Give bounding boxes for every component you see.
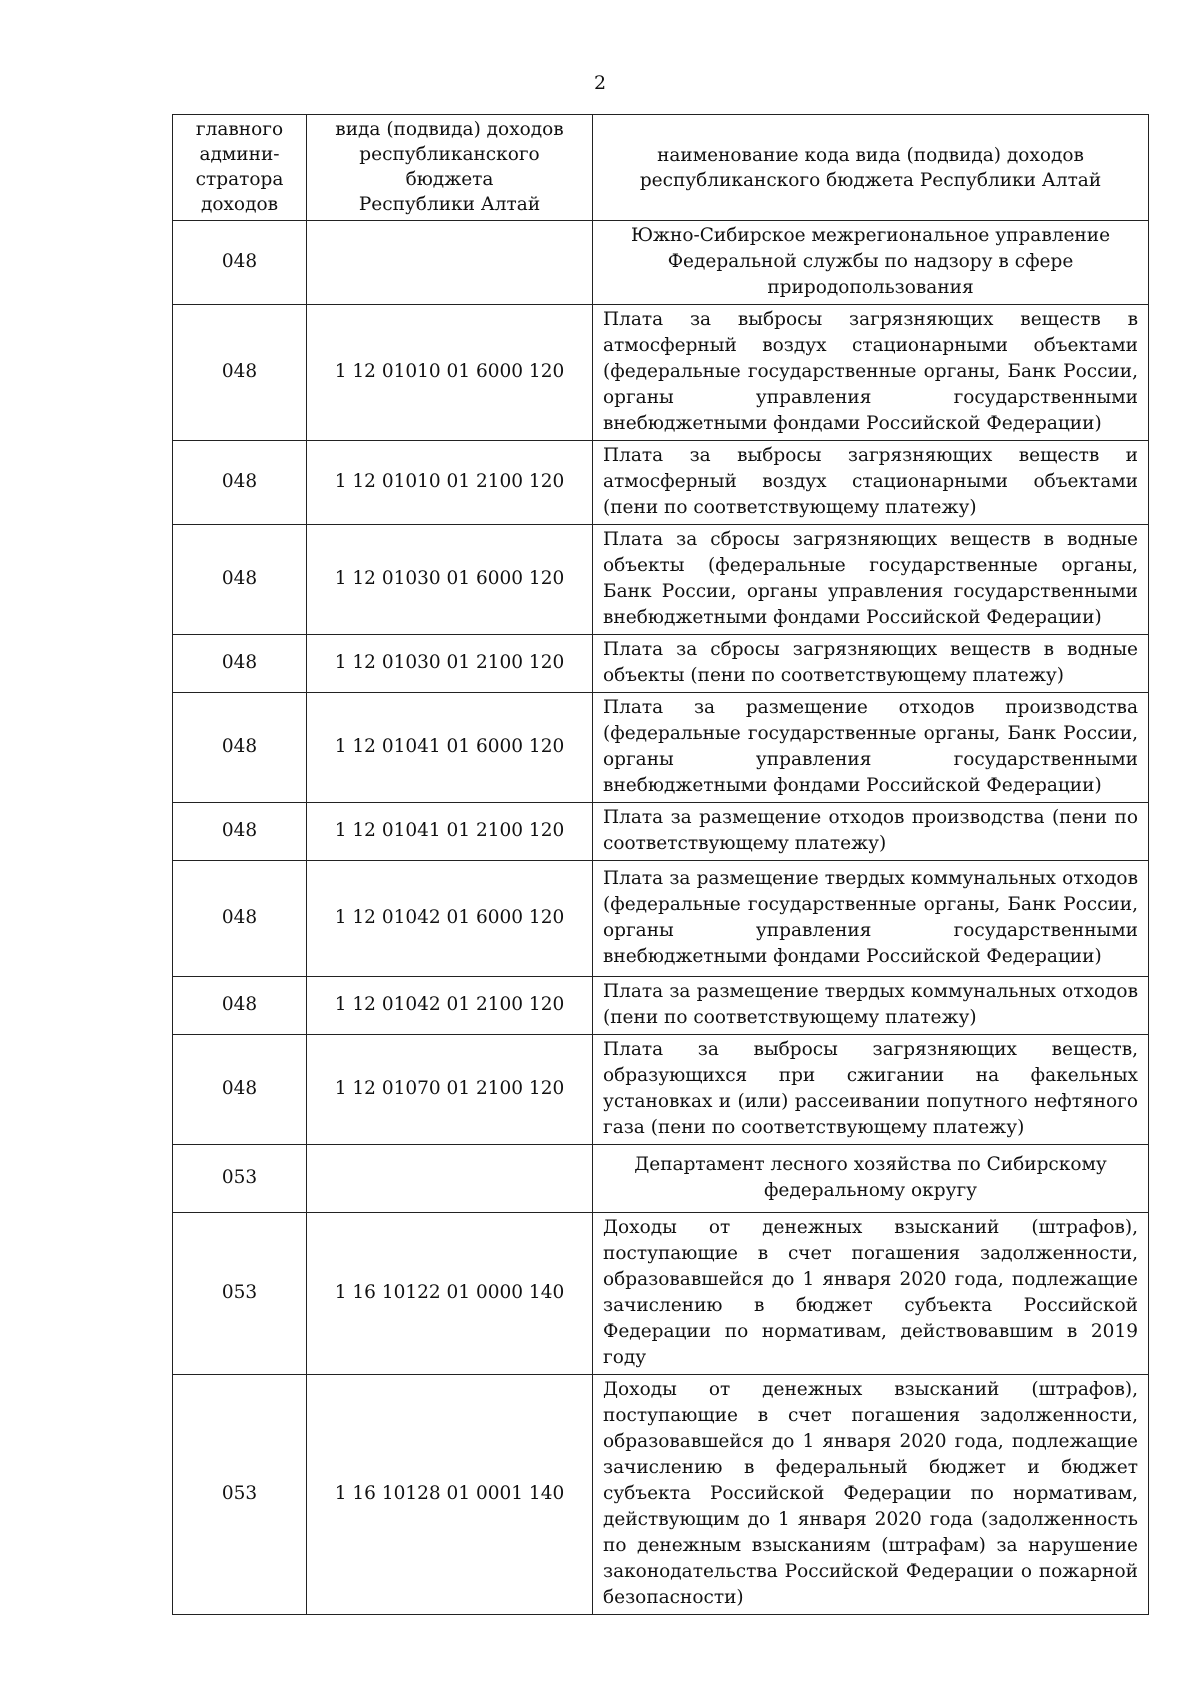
- cell-revenue-name: Плата за выбросы загрязняющих веществ, образующихся при сжигании на факельных установках и (или) рассеивании попутного нефтяного газа (пени по соответствующему платежу): [593, 1035, 1149, 1145]
- header-admin-line: доходов: [200, 194, 279, 215]
- cell-admin-code: 048: [173, 221, 307, 305]
- table-row: [173, 861, 1149, 977]
- cell-revenue-code: 1 12 01041 01 2100 120: [307, 803, 593, 861]
- header-admin-line: админи-: [199, 144, 280, 165]
- cell-revenue-code: 1 16 10122 01 0000 140: [307, 1213, 593, 1375]
- cell-revenue-code: 1 12 01010 01 2100 120: [307, 441, 593, 525]
- cell-revenue-code: 1 12 01042 01 2100 120: [307, 977, 593, 1035]
- table-row: [173, 693, 1149, 803]
- table-row: [173, 441, 1149, 525]
- table-row: [173, 803, 1149, 861]
- header-name: [593, 115, 1149, 221]
- cell-admin-code: 048: [173, 861, 307, 977]
- cell-revenue-name: Плата за выбросы загрязняющих веществ и атмосферный воздух стационарными объектами (пени по соответствующему платежу): [593, 441, 1149, 525]
- cell-admin-code: 053: [173, 1145, 307, 1213]
- cell-revenue-code: 1 12 01041 01 6000 120: [307, 693, 593, 803]
- cell-revenue-code: 1 12 01070 01 2100 120: [307, 1035, 593, 1145]
- table-row: [173, 1035, 1149, 1145]
- cell-admin-code: 053: [173, 1375, 307, 1615]
- header-code-line: вида (подвида) доходов: [335, 119, 564, 140]
- table-row: [173, 977, 1149, 1035]
- table-row: [173, 1375, 1149, 1615]
- table-row-organization: [173, 1145, 1149, 1213]
- table-row: [173, 525, 1149, 635]
- cell-organization-name: Южно-Сибирское межрегиональное управление Федеральной службы по надзору в сфере природопользования: [593, 221, 1149, 305]
- cell-admin-code: 048: [173, 693, 307, 803]
- cell-revenue-name: Плата за сбросы загрязняющих веществ в водные объекты (пени по соответствующему платежу): [593, 635, 1149, 693]
- cell-revenue-name: Плата за размещение твердых коммунальных отходов (пени по соответствующему платежу): [593, 977, 1149, 1035]
- header-name-line: республиканского бюджета Республики Алтай: [639, 169, 1102, 191]
- cell-revenue-code: 1 12 01042 01 6000 120: [307, 861, 593, 977]
- cell-revenue-code: 1 12 01030 01 2100 120: [307, 635, 593, 693]
- table-row-organization: [173, 221, 1149, 305]
- table-header-row: [173, 115, 1149, 221]
- cell-revenue-name: Доходы от денежных взысканий (штрафов), поступающие в счет погашения задолженности, образовавшейся до 1 января 2020 года, подлежащие зачислению в бюджет субъекта Российской Федерации по нормативам, действовавшим в 2019 году: [593, 1213, 1149, 1375]
- header-admin-line: стратора: [195, 169, 284, 190]
- header-code-line: республиканского бюджета: [359, 144, 540, 190]
- cell-admin-code: 048: [173, 635, 307, 693]
- header-admin-line: главного: [195, 119, 284, 140]
- cell-revenue-code: 1 16 10128 01 0001 140: [307, 1375, 593, 1615]
- page-number: 2: [593, 72, 607, 94]
- revenue-codes-table: [172, 114, 1149, 1615]
- table-row: [173, 635, 1149, 693]
- table-row: [173, 1213, 1149, 1375]
- cell-revenue-name: Плата за выбросы загрязняющих веществ в атмосферный воздух стационарными объектами (федеральные государственные органы, Банк России, органы управления государственными внебюджетными фондами Российской Федерации): [593, 305, 1149, 441]
- cell-admin-code: 048: [173, 1035, 307, 1145]
- cell-admin-code: 053: [173, 1213, 307, 1375]
- cell-organization-name: Департамент лесного хозяйства по Сибирскому федеральному округу: [593, 1145, 1149, 1213]
- cell-admin-code: 048: [173, 441, 307, 525]
- cell-revenue-name: Плата за размещение твердых коммунальных отходов (федеральные государственные органы, Банк России, органы управления государственными внебюджетными фондами Российской Федерации): [593, 861, 1149, 977]
- header-code-line: Республики Алтай: [358, 194, 541, 215]
- table-row: [173, 305, 1149, 441]
- cell-revenue-name: Плата за размещение отходов производства (пени по соответствующему платежу): [593, 803, 1149, 861]
- cell-admin-code: 048: [173, 977, 307, 1035]
- cell-revenue-name: Доходы от денежных взысканий (штрафов), поступающие в счет погашения задолженности, образовавшейся до 1 января 2020 года, подлежащие зачислению в федеральный бюджет и бюджет субъекта Российской Федерации по нормативам, действующим до 1 января 2020 года (задолженность по денежным взысканиям (штрафам) за нарушение законодательства Российской Федерации о пожарной безопасности): [593, 1375, 1149, 1615]
- cell-revenue-name: Плата за размещение отходов производства (федеральные государственные органы, Банк России, органы управления государственными внебюджетными фондами Российской Федерации): [593, 693, 1149, 803]
- cell-admin-code: 048: [173, 803, 307, 861]
- cell-revenue-code: [307, 221, 593, 305]
- cell-revenue-code: [307, 1145, 593, 1213]
- cell-admin-code: 048: [173, 525, 307, 635]
- cell-revenue-code: 1 12 01030 01 6000 120: [307, 525, 593, 635]
- cell-revenue-name: Плата за сбросы загрязняющих веществ в водные объекты (федеральные государственные органы, Банк России, органы управления государственными внебюджетными фондами Российской Федерации): [593, 525, 1149, 635]
- header-admin: [173, 115, 307, 221]
- cell-revenue-code: 1 12 01010 01 6000 120: [307, 305, 593, 441]
- header-code: [307, 115, 593, 221]
- cell-admin-code: 048: [173, 305, 307, 441]
- header-name-line: наименование кода вида (подвида) доходов: [657, 144, 1084, 166]
